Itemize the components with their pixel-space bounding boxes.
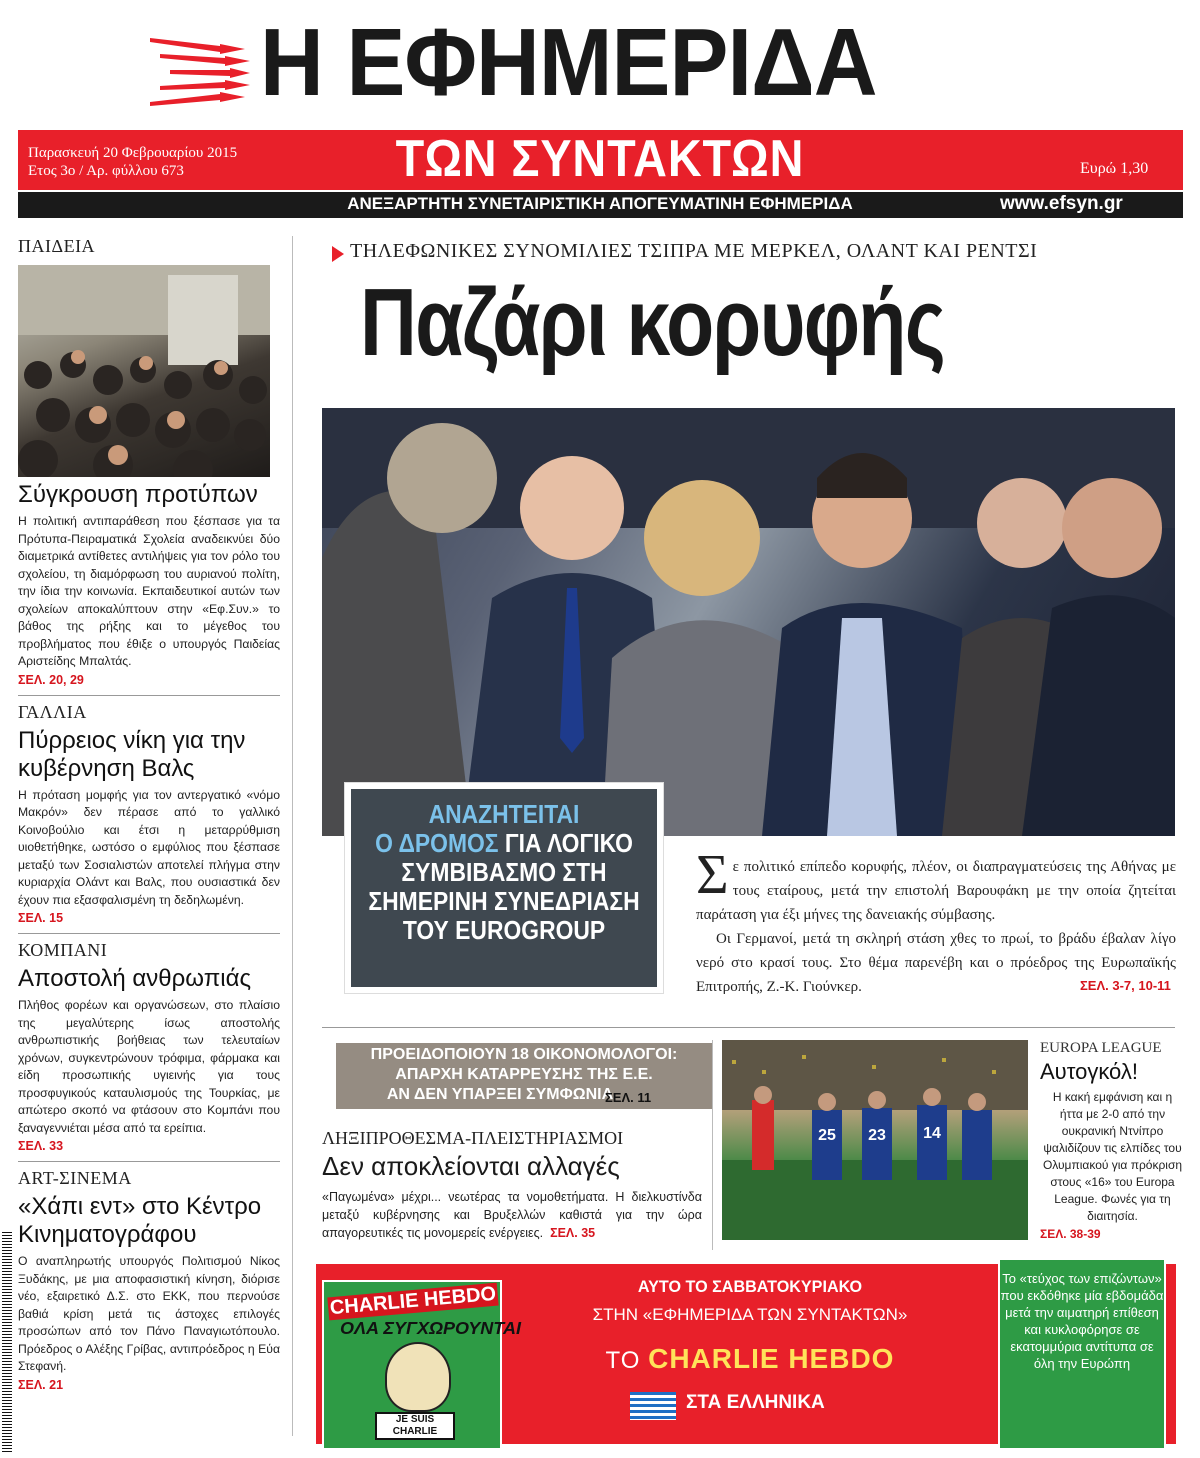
economists-line-1: ΠΡΟΕΙΔΟΠΟΙΟΥΝ 18 ΟΙΚΟΝΟΜΟΛΟΓΟΙ: — [370, 1046, 678, 1063]
kicker-arrow-icon — [332, 246, 344, 262]
story-headline: Δεν αποκλείονται αλλαγές — [322, 1151, 620, 1181]
page-reference: ΣΕΛ. 38-39 — [1040, 1227, 1101, 1241]
callout-line-4: ΣΗΜΕΡΙΝΗ ΣΥΝΕΔΡΙΑΣΗ — [368, 886, 640, 916]
ad-line-3-title: CHARLIE HEBDO — [648, 1343, 895, 1374]
callout-line-2a: Ο ΔΡΟΜΟΣ — [375, 828, 499, 858]
barcode — [2, 1232, 12, 1452]
survivors-issue-text: Το «τεύχος των επιζώντων» που εκδόθηκε μία εβδομάδα μετά την αιματηρή επίθεση και κυκλοφόρησε σε εκατομμύρια αντίτυπα σε όλη την Ευρώπη — [1000, 1271, 1164, 1371]
callout-text[interactable] — [364, 800, 644, 945]
pen-nibs-logo-icon — [150, 28, 250, 108]
football-match-photo — [722, 1040, 1028, 1240]
story-cinema[interactable] — [18, 1168, 280, 1392]
story-body: Η κακή εμφάνιση και η ήττα με 2-0 από την ουκρανική Ντνίπρο ψαλιδίζουν τις ελπίδες του Ολυμπιακού για πρόκριση στους «16» του Europa League. Φωνές για τη διαιτησία. — [1042, 1090, 1183, 1223]
drop-cap: Σ — [696, 844, 729, 906]
story-headline: Πύρρειος νίκη για την κυβέρνηση Βαλς — [18, 726, 246, 782]
jersey-number-14: 14 — [923, 1125, 941, 1142]
divider — [18, 695, 280, 696]
ad-line-2: ΣΤΗΝ «ΕΦΗΜΕΡΙΔΑ ΤΩΝ ΣΥΝΤΑΚΤΩΝ» — [592, 1305, 908, 1324]
section-label: ΠΑΙΔΕΙΑ — [18, 236, 96, 256]
newspaper-subtitle: ΤΩΝ ΣΥΝΤΑΚΤΩΝ — [395, 130, 805, 188]
divider — [18, 1161, 280, 1162]
newspaper-title: Η ΕΦΗΜΕΡΙΔΑ — [260, 9, 877, 116]
economists-page-reference: ΣΕΛ. 11 — [605, 1090, 652, 1105]
economists-line-2: ΑΠΑΡΧΗ ΚΑΤΑΡΡΕΥΣΗΣ ΤΗΣ Ε.Ε. — [395, 1066, 653, 1083]
story-body: Η πολιτική αντιπαράθεση που ξέσπασε για τα Πρότυπα-Πειραματικά Σχολεία αναδεικνύει δύο διαμετρικά αντίθετες αντιλήψεις για τον ρόλο του σχολείου, τη διαμόρφωση του αυριανού πολίτη, την ίδια την κοινωνία. Εκπαιδευτικοί αυτών των σχολείων αποκαλύπτουν στην «Εφ.Συν.» το βάθος της ρήξης και το μέγεθος του προβλήματος που έθιξε ο υπουργός Παιδείας Αριστείδης Μπαλτάς. — [18, 514, 280, 668]
lead-headline[interactable]: Παζάρι κορυφής — [360, 269, 945, 376]
je-suis-charlie-sign: JE SUIS CHARLIE — [375, 1412, 455, 1440]
left-column — [18, 236, 280, 1392]
lead-page-reference: ΣΕΛ. 3-7, 10-11 — [1080, 978, 1171, 993]
charlie-hebdo-logo: CHARLIE HEBDO — [328, 1282, 497, 1320]
ad-line-3 — [520, 1343, 980, 1375]
lead-paragraph-1: ε πολιτικό επίπεδο κορυφής, πλέον, οι διαπραγματεύσεις της Αθήνας με τους εταίρους, μετά την επιστολή Βαρουφάκη με την οποία ζητείται παράταση για έξι μήνες της δανειακής σύμβασης. — [696, 859, 1176, 923]
lead-paragraph-2: Οι Γερμανοί, μετά τη σκληρή στάση χθες το πρωί, το βράδυ έβαλαν λίγο νερό στο κρασί τους. Στο θέμα παρενέβη και ο πρόεδρος της Ευρωπαϊκής Επιτροπής, Ζ.-Κ. Γιούνκερ. — [696, 931, 1176, 995]
callout-line-5: ΤΟΥ EUROGROUP — [402, 915, 606, 945]
section-label: ΓΑΛΛΙΑ — [18, 701, 87, 722]
students-crowd-photo — [18, 265, 270, 477]
story-headline: Αυτογκόλ! — [1040, 1059, 1138, 1084]
callout-line-2b: ΓΙΑ ΛΟΓΙΚΟ — [498, 828, 633, 858]
section-label: ΚΟΜΠΑΝΙ — [18, 940, 108, 960]
ad-line-3-prefix: ΤΟ — [605, 1347, 649, 1374]
page-reference: ΣΕΛ. 20, 29 — [18, 672, 84, 687]
story-body — [322, 1188, 702, 1242]
story-education[interactable] — [18, 236, 280, 687]
story-foreclosures[interactable] — [322, 1128, 702, 1242]
jersey-number-25: 25 — [818, 1127, 836, 1144]
callout-line-3: ΣΥΜΒΙΒΑΣΜΟ ΣΤΗ — [401, 857, 607, 887]
leaders-illustration-icon — [322, 408, 1175, 836]
story-europa-league[interactable] — [1040, 1040, 1185, 1241]
section-label: EUROPA LEAGUE — [1040, 1040, 1162, 1056]
story-kobani[interactable] — [18, 940, 280, 1153]
website-link[interactable]: www.efsyn.gr — [1000, 193, 1123, 214]
leaders-summit-photo — [322, 408, 1175, 836]
story-headline: Σύγκρουση προτύπων — [18, 481, 258, 508]
cover-subtitle: ΟΛΑ ΣΥΓΧΩΡΟΥΝΤΑΙ — [340, 1318, 521, 1338]
tagline: ΑΝΕΞΑΡΤΗΤΗ ΣΥΝΕΤΑΙΡΙΣΤΙΚΗ ΑΠΟΓΕΥΜΑΤΙΝΗ ΕΦΗΜΕΡΙΔΑ — [347, 194, 853, 213]
ad-line-4: ΣΤΑ ΕΛΛΗΝΙΚΑ — [686, 1392, 825, 1413]
lead-kicker: ΤΗΛΕΦΩΝΙΚΕΣ ΣΥΝΟΜΙΛΙΕΣ ΤΣΙΠΡΑ ΜΕ ΜΕΡΚΕΛ, ΟΛΑΝΤ ΚΑΙ ΡΕΝΤΣΙ — [350, 240, 1038, 262]
price: Ευρώ 1,30 — [1080, 160, 1149, 177]
jersey-number-23: 23 — [868, 1127, 886, 1144]
page-reference: ΣΕΛ. 21 — [18, 1377, 64, 1392]
page-reference: ΣΕΛ. 15 — [18, 911, 64, 925]
story-headline: Αποστολή ανθρωπιάς — [18, 965, 252, 992]
economists-line-3: ΑΝ ΔΕΝ ΥΠΑΡΞΕΙ ΣΥΜΦΩΝΙΑ — [386, 1086, 614, 1103]
greek-flag-icon — [630, 1392, 676, 1420]
section-label: ART-ΣΙΝΕΜΑ — [18, 1168, 132, 1188]
story-body: Ο αναπληρωτής υπουργός Πολιτισμού Νίκος Ξυδάκης, με μια αποφασιστική κίνηση, διόρισε νέο, εξαιρετικό Δ.Σ. στο ΕΚΚ, που περνούσε βαθιά κρίση μετά τις άστοχες επιλογές προσώπων από τον Πάνο Παναγιωτόπουλο. Πρόεδρος ο Αλέξης Γρίβας, αντιπρόεδρος η Εύα Στεφανή. — [18, 1254, 280, 1373]
section-label: ΛΗΞΙΠΡΟΘΕΣΜΑ-ΠΛΕΙΣΤΗΡΙΑΣΜΟΙ — [322, 1128, 624, 1148]
issue-date: Παρασκευή 20 Φεβρουαρίου 2015 — [28, 145, 238, 161]
crowd-illustration-icon — [18, 265, 270, 477]
column-divider — [292, 236, 293, 1436]
story-headline: «Χάπι εντ» στο Κέντρο Κινηματογράφου — [18, 1193, 262, 1248]
cartoon-face-icon — [385, 1342, 451, 1412]
issue-number: Ετος 3ο / Αρ. φύλλου 673 — [28, 163, 184, 179]
column-divider — [712, 1040, 713, 1250]
page-reference: ΣΕΛ. 33 — [18, 1139, 64, 1153]
horizontal-divider — [322, 1027, 1175, 1028]
story-body-text: «Παγωμένα» μέχρι... νεωτέρας τα νομοθετήματα. Η διελκυστίνδα μεταξύ κυβέρνησης και Βρυξελλών καθιστά για την ώρα απαγορευτικές τις μονομερείς ενέργειες. — [322, 1190, 702, 1240]
story-france[interactable] — [18, 702, 280, 926]
divider — [18, 933, 280, 934]
ad-line-1: ΑΥΤΟ ΤΟ ΣΑΒΒΑΤΟΚΥΡΙΑΚΟ — [637, 1277, 863, 1296]
story-body: Η πρόταση μομφής για τον αντεργατικό «νόμο Μακρόν» δεν πέρασε από το γαλλικό Κοινοβούλιο και έτσι η μεταρρύθμιση υιοθετήθηκε, ωστόσο ο εμφύλιος που ξέσπασε μεταξύ των Σοσιαλιστών αποτελεί πλήγμα στην κυριαρχία Ολάντ και Βαλς, που ουσιαστικά δεν έχουν πια εξασφαλισμένη τη δεδηλωμένη. — [18, 787, 280, 907]
story-body: Πλήθος φορέων και οργανώσεων, στο πλαίσιο της μεγαλύτερης ίσως αποστολής ανθρωπιστικής βοήθειας των τελευταίων χρόνων, συγκεντρώνουν τρόφιμα, φάρμακα και είδη προσωπικής υγιεινής για τους προσφυγικούς καταυλισμούς της Τουρκίας, με απώτερο σκοπό να φτάσουν στο Κομπάνι που ξαναγεννιέται μέσα από τα ερείπια. — [18, 998, 280, 1135]
callout-line-1: ΑΝΑΖΗΤΕΙΤΑΙ — [428, 799, 580, 829]
page-reference: ΣΕΛ. 35 — [550, 1226, 596, 1240]
football-illustration-icon — [722, 1040, 1028, 1240]
